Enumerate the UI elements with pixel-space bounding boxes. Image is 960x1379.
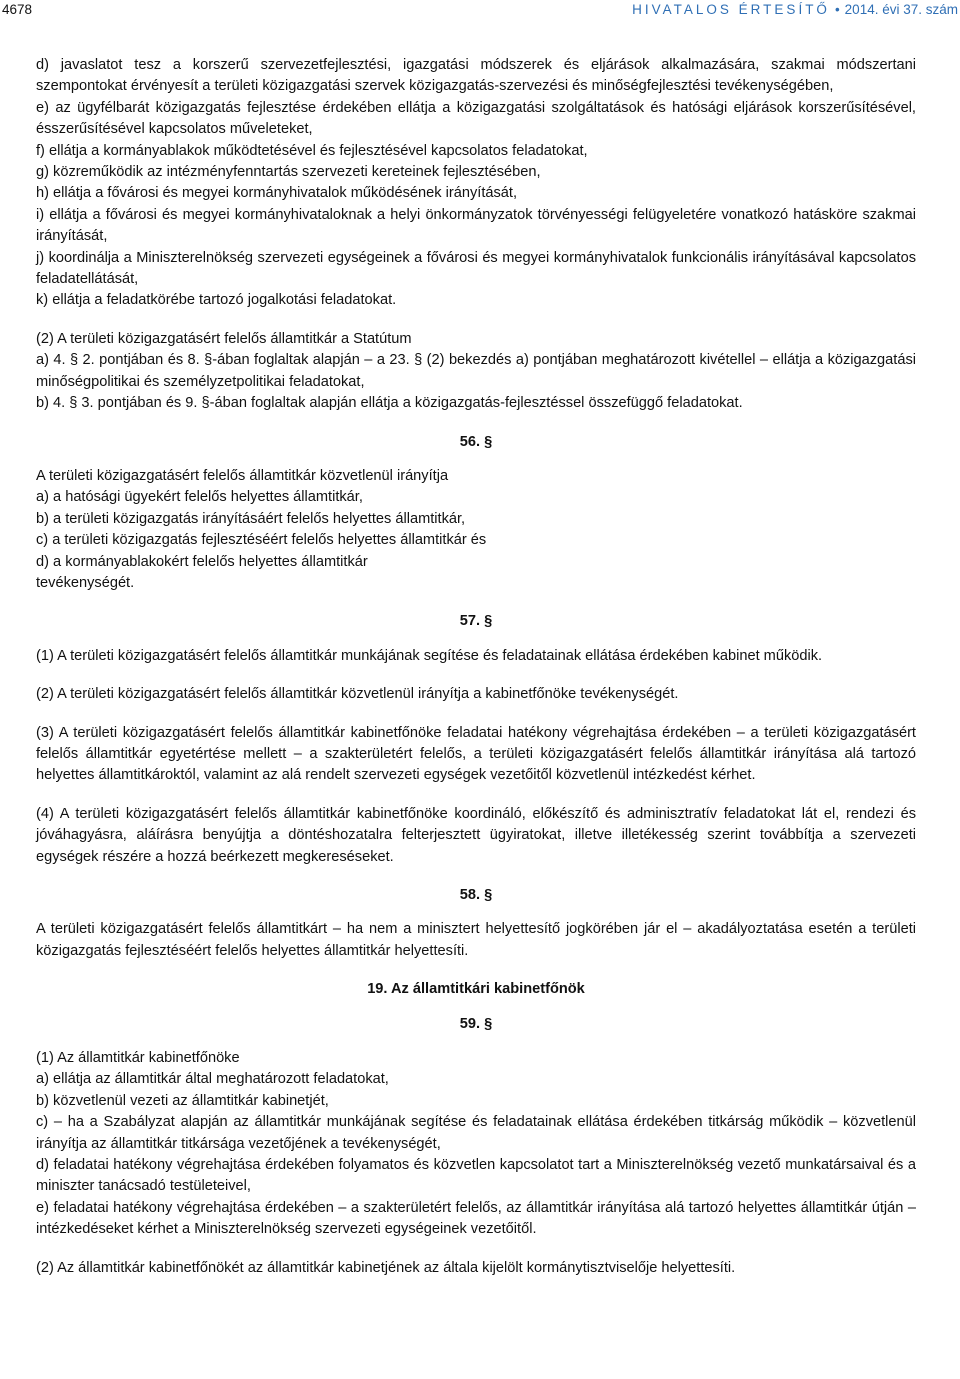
list-item-e: e) az ügyfélbarát közigazgatás fejlesztése érdekében ellátja a közigazgatási szolgáltatások és hatósági eljárások korszerűsítésével, ésszerűsítésével kapcsolatos műveleteket, — [36, 99, 916, 138]
section-57-heading: 57. § — [459, 613, 493, 630]
list-item-i: i) ellátja a fővárosi és megyei kormányhivataloknak a helyi önkormányzatok törvényességi felügyeletére vonatkozó hatásköre szakmai irányítását, — [36, 206, 916, 245]
section-57-para-1: (1) A területi közigazgatásért felelős államtitkár munkájának segítése és feladatainak ellátása érdekében kabinet működik. — [36, 647, 823, 664]
list-item-c: c) a területi közigazgatás fejlesztéséért felelős helyettes államtitkár és — [36, 532, 487, 549]
list-item-c: c) – ha a Szabályzat alapján az államtitkár munkájának segítése és feladatainak ellátása érdekében titkárság működik – közvetlenül irányítja az államtitkár titkársága vezetőjének a tevékenységét, — [36, 1114, 916, 1152]
list-item-h: h) ellátja a fővárosi és megyei kormányhivatalok működésének irányítását, — [36, 185, 518, 202]
list-item-b: b) közvetlenül vezeti az államtitkár kabinetjét, — [36, 1092, 329, 1109]
page-header — [0, 0, 960, 22]
document-body — [36, 55, 916, 1279]
list-item-e: e) feladatai hatékony végrehajtása érdekében – a szakterületért felelős, az államtitkár irányítása alá tartozó helyettes államtitkár útján – intézkedéseket kérhet a Miniszterelnökség szervezeti egységeinek vezetőitől. — [36, 1199, 916, 1238]
page-number: 4678 — [2, 2, 33, 17]
section-56-closing: tevékenységét. — [36, 574, 135, 591]
section-56-heading: 56. § — [459, 433, 493, 450]
section-57-para-4: (4) A területi közigazgatásért felelős államtitkár kabinetfőnöke koordináló, előkészítő és adminisztratív feladatokat lát el, rendezi és jóváhagyásra, aláírásra benyújtja a döntéshozatalra felterjesztett ügyiratokat, illetve illetékesség szerint továbbítja a szervezeti egységek részére a hozzá beérkezett megkereséseket. — [36, 805, 916, 865]
section-56-intro: A területi közigazgatásért felelős államtitkár közvetlenül irányítja — [36, 467, 449, 484]
section-59-para-2: (2) Az államtitkár kabinetfőnökét az államtitkár kabinetjének az általa kijelölt kormánytisztviselője helyettesíti. — [36, 1259, 736, 1276]
issue-info: 2014. évi 37. szám — [844, 2, 958, 17]
publication-name: HIVATALOS ÉRTESÍTŐ — [632, 2, 830, 17]
section-59-intro: (1) Az államtitkár kabinetfőnöke — [36, 1050, 240, 1067]
paragraph-2-intro: (2) A területi közigazgatásért felelős államtitkár a Statútum — [36, 330, 412, 347]
section-58-heading: 58. § — [459, 887, 493, 903]
list-item-g: g) közreműködik az intézményfenntartás szervezeti kereteinek fejlesztésében, — [36, 164, 541, 181]
list-item-k: k) ellátja a feladatkörébe tartozó jogalkotási feladatokat. — [36, 292, 397, 309]
section-59-heading: 59. § — [459, 1015, 493, 1032]
running-title — [632, 1, 958, 19]
list-item-j: j) koordinálja a Miniszterelnökség szervezeti egységeinek a fővárosi és megyei kormányhivatalok funkcionális irányításával kapcsolatos feladatellátását, — [36, 249, 916, 288]
chapter-19-heading: 19. Az államtitkári kabinetfőnök — [367, 981, 585, 998]
list-item-d: d) a kormányablakokért felelős helyettes államtitkár — [36, 553, 368, 570]
section-57-para-3: (3) A területi közigazgatásért felelős államtitkár kabinetfőnöke feladatai hatékony végrehajtása érdekében – a területi közigazgatásért felelős államtitkár egyetértése mellett – a szakterületért felelős, a területi közigazgatásért felelős államtitkár irányítása alá tartozó helyettes államtitkároktól, valamint az alá rendelt szervezeti egységek vezetőitől közvetlenül intézkedést kérhet. — [36, 724, 916, 784]
list-item-d: d) javaslatot tesz a korszerű szervezetfejlesztési, igazgatási módszerek és eljárások alkalmazására, szakmai módszertani szempontokat érvényesít a területi közigazgatási szervek közigazgatás-szervezési és minőségfejlesztési tevékenységében, — [36, 57, 916, 95]
list-item-f: f) ellátja a kormányablakok működtetésével és fejlesztésével kapcsolatos feladatokat, — [36, 142, 588, 159]
list-item-b: b) 4. § 3. pontjában és 9. §-ában foglaltak alapján ellátja a közigazgatás-fejlesztéssel összefüggő feladatokat. — [36, 395, 743, 412]
list-item-a: a) 4. § 2. pontjában és 8. §-ában foglaltak alapján – a 23. § (2) bekezdés a) pontjában meghatározott kivétellel – ellátja a közigazgatási minőségpolitikai és személyzetpolitikai feladatokat, — [36, 352, 916, 390]
list-item-a: a) a hatósági ügyekért felelős helyettes államtitkár, — [36, 489, 363, 506]
section-58-para: A területi közigazgatásért felelős államtitkárt – ha nem a minisztert helyettesítő jogkörében jár el – akadályoztatása esetén a területi közigazgatás fejlesztéséért felelős helyettes államtitkár helyettesíti. — [36, 921, 916, 959]
header-separator: • — [834, 2, 840, 17]
list-item-a: a) ellátja az államtitkár által meghatározott feladatokat, — [36, 1071, 389, 1088]
section-57-para-2: (2) A területi közigazgatásért felelős államtitkár közvetlenül irányítja a kabinetfőnöke tevékenységét. — [36, 686, 679, 703]
list-item-b: b) a területi közigazgatás irányításáért felelős helyettes államtitkár, — [36, 510, 466, 527]
list-item-d: d) feladatai hatékony végrehajtása érdekében folyamatos és közvetlen kapcsolatot tart a Miniszterelnökség vezető munkatársaival és a miniszter tanácsadó testületeivel, — [36, 1157, 916, 1195]
